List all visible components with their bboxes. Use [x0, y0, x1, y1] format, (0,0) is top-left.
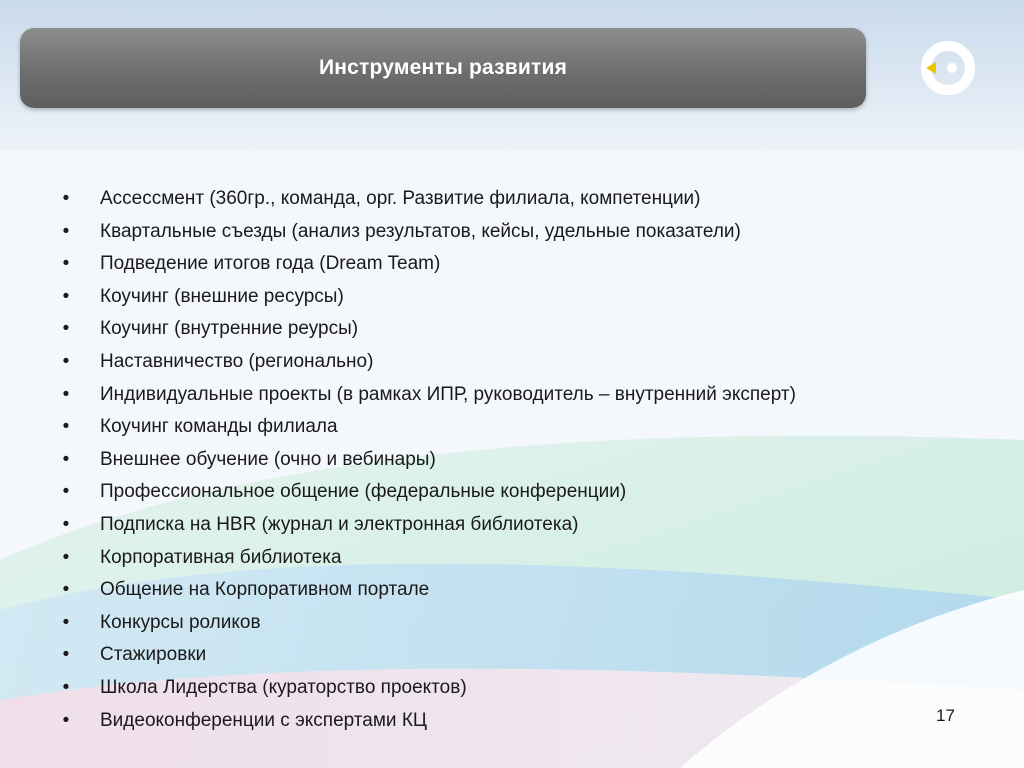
list-item: [0, 639, 796, 672]
bullet-marker: •: [62, 220, 70, 242]
bullet-marker: •: [62, 350, 70, 372]
list-item-text: Внешнее обучение (очно и вебинары): [100, 448, 436, 470]
bullet-marker: •: [62, 513, 70, 535]
list-item: [0, 705, 796, 738]
list-item-text: Видеоконференции с экспертами КЦ: [100, 709, 427, 731]
list-item: [0, 574, 796, 607]
list-item-text: Общение на Корпоративном портале: [100, 579, 430, 601]
list-item: [0, 379, 796, 412]
list-item-text: Школа Лидерства (кураторство проектов): [100, 676, 467, 698]
ring-logo-icon: [918, 38, 978, 98]
list-item-text: Коучинг (внутренние реурсы): [100, 318, 359, 340]
list-item: [0, 183, 796, 216]
list-item-text: Корпоративная библиотека: [100, 546, 342, 568]
list-item: [0, 476, 796, 509]
list-item: [0, 216, 796, 249]
list-item: [0, 542, 796, 575]
bullet-marker: •: [62, 676, 70, 698]
list-item-text: Профессиональное общение (федеральные конференции): [100, 481, 627, 503]
bullet-marker: •: [62, 188, 70, 209]
list-item-text: Конкурсы роликов: [100, 611, 261, 633]
bullet-marker: •: [62, 644, 70, 666]
bullet-marker: •: [62, 416, 70, 438]
list-item: [0, 509, 796, 542]
list-item: [0, 281, 796, 314]
list-item-text: Квартальные съезды (анализ результатов, кейсы, удельные показатели): [100, 220, 741, 242]
list-item-text: Наставничество (регионально): [100, 350, 374, 372]
bullet-marker: •: [62, 709, 70, 731]
list-item: [0, 444, 796, 477]
list-item: [0, 607, 796, 640]
bullet-marker: •: [62, 611, 70, 633]
page-number: 17: [936, 706, 955, 725]
list-item-text: Подписка на HBR (журнал и электронная библиотека): [100, 513, 579, 535]
bullet-marker: •: [62, 318, 70, 340]
slide-title: Инструменты развития: [318, 56, 568, 79]
list-item-text: Ассессмент (360гр., команда, орг. Развитие филиала, компетенции): [100, 188, 701, 209]
list-item: [0, 411, 796, 444]
list-item-text: Коучинг команды филиала: [100, 416, 338, 438]
list-item: [0, 346, 796, 379]
bullet-marker: •: [62, 579, 70, 601]
bullet-marker: •: [62, 546, 70, 568]
list-item-text: Стажировки: [100, 644, 207, 666]
list-item-text: Подведение итогов года (Dream Team): [100, 253, 441, 275]
bullet-list: [0, 183, 796, 737]
bullet-marker: •: [62, 285, 70, 307]
bullet-marker: •: [62, 383, 70, 405]
list-item-text: Коучинг (внешние ресурсы): [100, 285, 344, 307]
list-item: [0, 672, 796, 705]
bullet-marker: •: [62, 253, 70, 275]
list-item-text: Индивидуальные проекты (в рамках ИПР, руководитель – внутренний эксперт): [100, 383, 796, 405]
title-bar: [20, 28, 866, 108]
bullet-marker: •: [62, 448, 70, 470]
list-item: [0, 313, 796, 346]
bullet-marker: •: [62, 481, 70, 503]
list-item: [0, 248, 796, 281]
